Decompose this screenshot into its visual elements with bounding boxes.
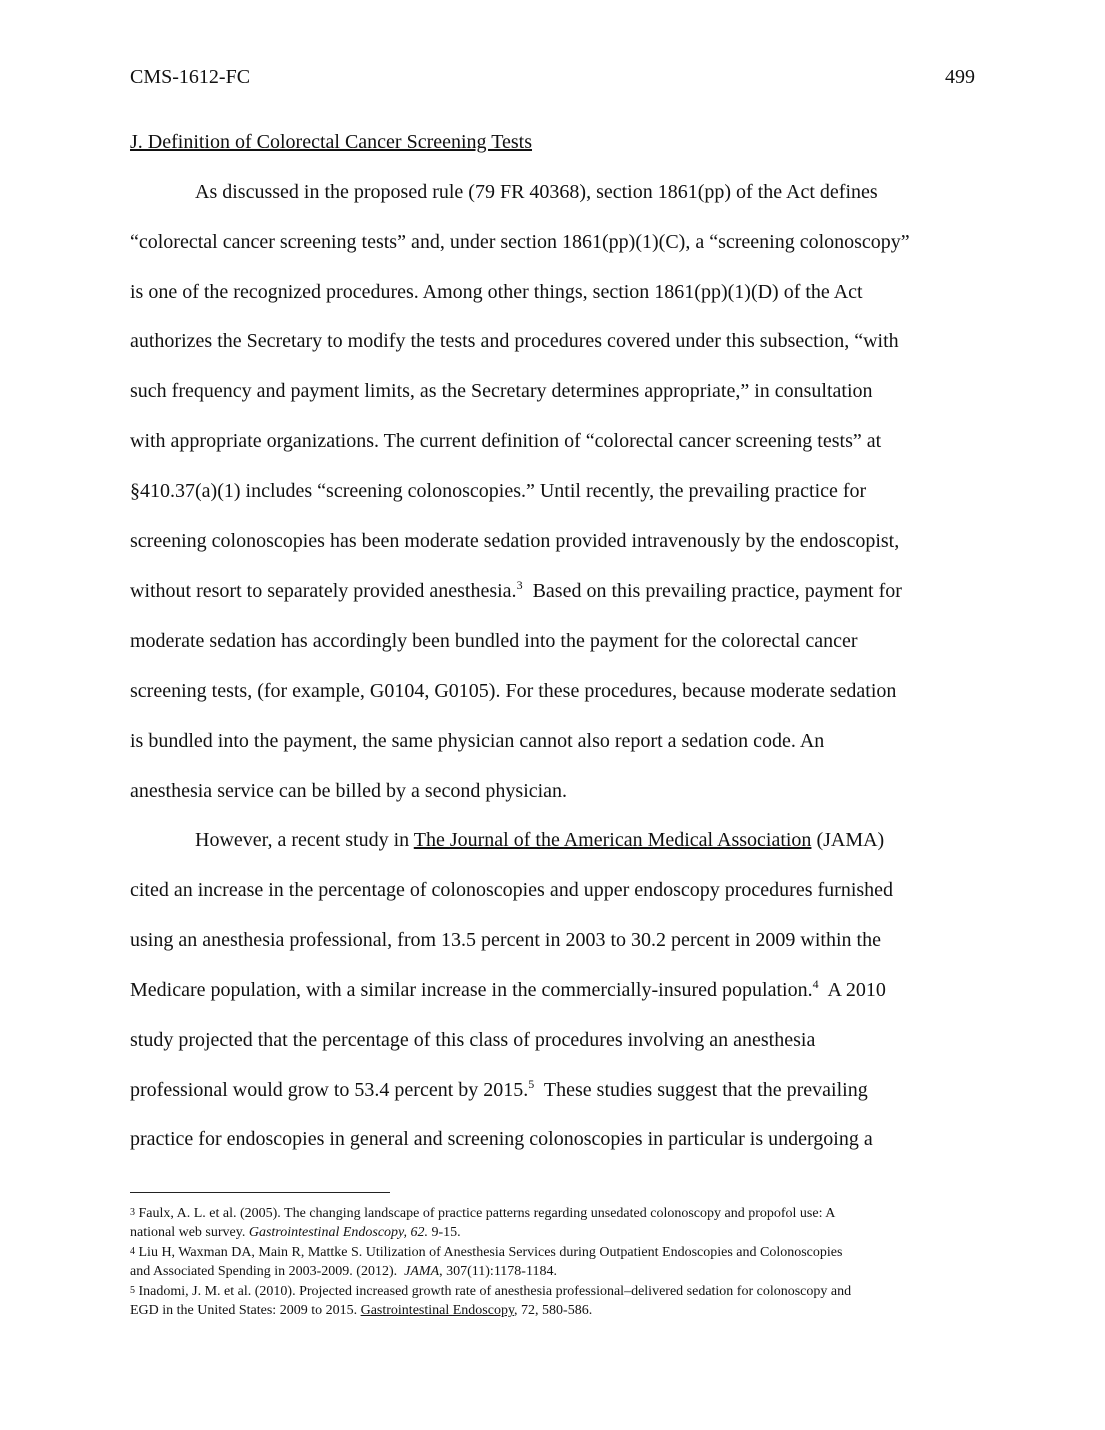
footnote-text: Liu H, Waxman DA, Main R, Mattke S. Utilization of Anesthesia Services during Outpatient Endoscopies and Colonoscopies xyxy=(135,1245,843,1260)
body-text: professional would grow to 53.4 percent by 2015. xyxy=(130,1079,529,1101)
footnote-marker: 4 xyxy=(130,1246,135,1257)
footnote-ref-4: 4 xyxy=(812,977,819,991)
footnote-text: EGD in the United States: 2009 to 2015. xyxy=(130,1303,361,1318)
footnote-marker: 3 xyxy=(130,1207,135,1218)
journal-title: The Journal of the American Medical Association xyxy=(413,829,812,851)
footnote-text: and Associated Spending in 2003-2009. (2012). xyxy=(130,1264,405,1279)
body-line: using an anesthesia professional, from 13.5 percent in 2003 to 30.2 percent in 2009 within the xyxy=(130,929,881,951)
footnote-3 xyxy=(130,1206,835,1222)
body-line: authorizes the Secretary to modify the tests and procedures covered under this subsection, “with xyxy=(130,330,899,352)
page-number: 499 xyxy=(945,66,975,88)
body-line xyxy=(130,580,902,603)
body-text: without resort to separately provided anesthesia. xyxy=(130,580,517,602)
body-line: with appropriate organizations. The current definition of “colorectal cancer screening tests” at xyxy=(130,430,882,452)
footnote-text: , 72, 580-586. xyxy=(514,1303,593,1318)
footnote-divider xyxy=(130,1192,390,1193)
body-line: such frequency and payment limits, as the Secretary determines appropriate,” in consultation xyxy=(130,380,873,402)
footnote-text: Inadomi, J. M. et al. (2010). Projected increased growth rate of anesthesia professional–delivered sedation for colonoscopy and xyxy=(135,1284,852,1299)
document-id: CMS-1612-FC xyxy=(130,66,251,88)
body-line: screening tests, (for example, G0104, G0105). For these procedures, because moderate sedation xyxy=(130,680,897,702)
footnote-text: , 307(11):1178-1184. xyxy=(439,1264,557,1279)
footnote-ref-3: 3 xyxy=(516,578,523,592)
section-heading: J. Definition of Colorectal Cancer Screening Tests xyxy=(130,131,533,153)
body-line: “colorectal cancer screening tests” and, under section 1861(pp)(1)(C), a “screening colonoscopy” xyxy=(130,231,910,253)
footnote-5-cont xyxy=(130,1303,592,1319)
body-text: Medicare population, with a similar increase in the commercially-insured population. xyxy=(130,979,813,1001)
footnote-text: Faulx, A. L. et al. (2005). The changing landscape of practice patterns regarding unsedated colonoscopy and propofol use: A xyxy=(135,1206,836,1221)
footnote-text: 9-15. xyxy=(428,1225,461,1240)
body-text: These studies suggest that the prevailing xyxy=(534,1079,868,1101)
body-line: cited an increase in the percentage of colonoscopies and upper endoscopy procedures furnished xyxy=(130,879,894,901)
body-line: practice for endoscopies in general and screening colonoscopies in particular is undergoing a xyxy=(130,1128,873,1150)
footnote-journal: Gastrointestinal Endoscopy xyxy=(360,1303,515,1318)
footnote-text: national web survey. xyxy=(130,1225,249,1240)
body-text: Based on this prevailing practice, payment for xyxy=(522,580,902,602)
body-text: (JAMA) xyxy=(811,829,885,851)
body-line: anesthesia service can be billed by a second physician. xyxy=(130,780,568,802)
footnote-ref-5: 5 xyxy=(528,1077,535,1091)
footnote-3-cont xyxy=(130,1225,461,1241)
body-line: As discussed in the proposed rule (79 FR 40368), section 1861(pp) of the Act defines xyxy=(195,181,878,203)
body-line xyxy=(130,979,886,1002)
footnote-4 xyxy=(130,1245,842,1261)
body-line: study projected that the percentage of this class of procedures involving an anesthesia xyxy=(130,1029,816,1051)
footnote-journal: Gastrointestinal Endoscopy, 62. xyxy=(248,1225,428,1240)
body-line: is bundled into the payment, the same physician cannot also report a sedation code. An xyxy=(130,730,825,752)
footnote-4-cont xyxy=(130,1264,557,1280)
body-line: is one of the recognized procedures. Among other things, section 1861(pp)(1)(D) of the Act xyxy=(130,281,863,303)
body-line: §410.37(a)(1) includes “screening colonoscopies.” Until recently, the prevailing practice for xyxy=(130,480,867,502)
footnote-journal: JAMA xyxy=(404,1264,440,1279)
body-text: A 2010 xyxy=(818,979,886,1001)
body-text: However, a recent study in xyxy=(195,829,414,851)
body-line xyxy=(195,829,884,852)
body-line xyxy=(130,1079,868,1102)
body-line: moderate sedation has accordingly been bundled into the payment for the colorectal cancer xyxy=(130,630,858,652)
body-line: screening colonoscopies has been moderate sedation provided intravenously by the endoscopist, xyxy=(130,530,900,552)
footnote-marker: 5 xyxy=(130,1285,135,1296)
footnote-5 xyxy=(130,1284,851,1300)
